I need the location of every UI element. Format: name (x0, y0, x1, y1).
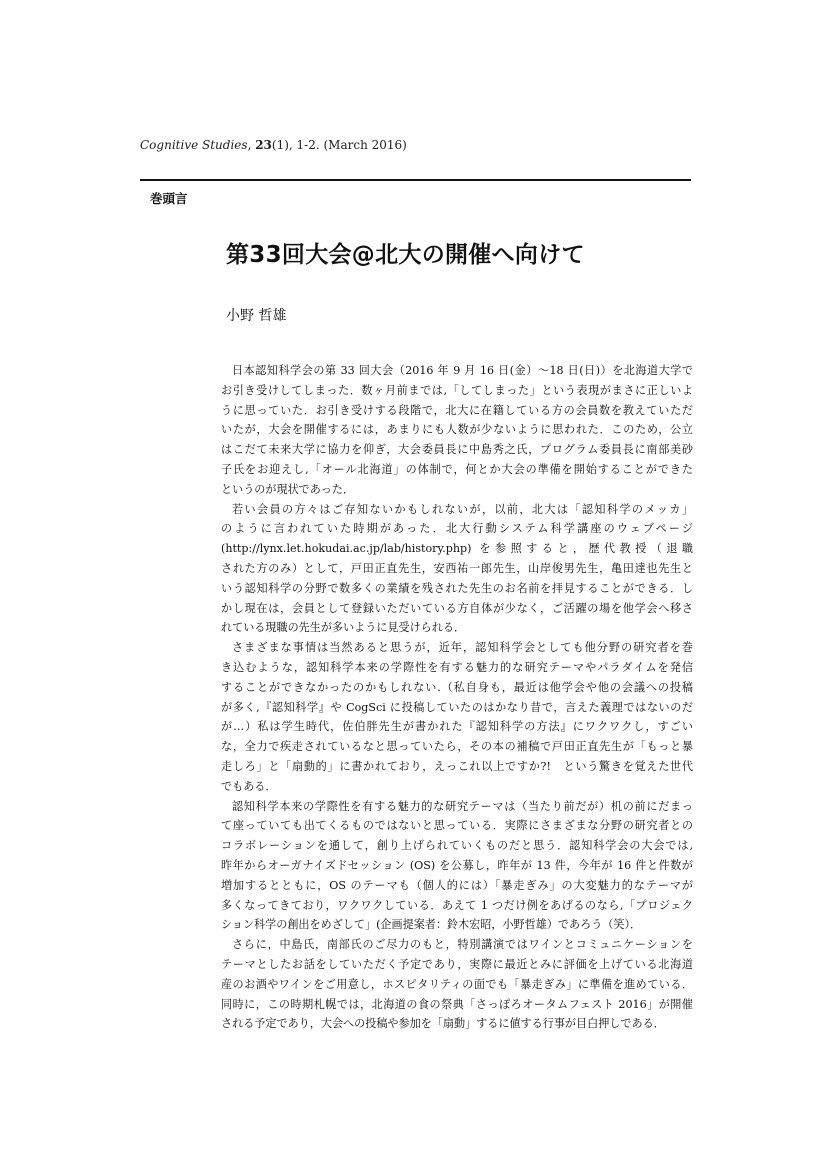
paragraph-line: さらに，中島氏，南部氏のご尽力のもと，特別講演ではワインとコミュニケーションを (232, 938, 693, 952)
paragraph-line: された方のみ）として，戸田正直先生，安西祐一郎先生，山岸俊男先生，亀田達也先生と (221, 561, 693, 575)
paragraph-line: いう認知科学の分野で数多くの業績を残された先生のお名前を拝見することができる．し (221, 581, 693, 595)
paragraph-line: 認知科学本来の学際性を有する魅力的な研究テーマは（当たり前だが）机の前にだまっ (232, 799, 693, 813)
paragraph-line: かし現在は，会員として登録いただいている方自体が少なく，ご活躍の場を他学会へ移さ (221, 601, 693, 615)
paragraph-line: 同時に，この時期札幌では，北海道の食の祭典「さっぽろオータムフェスト 2016」が開催 (221, 997, 693, 1011)
paragraph-line: な，全力で疾走されているなと思っていたら，その本の補稿で戸田正直先生が「もっと暴 (221, 740, 693, 754)
paragraph-line: 産のお酒やワインをご用意し，ホスピタリティの面でも「暴走ぎみ」に準備を進めている． (221, 977, 693, 991)
paragraph-line: のように言われていた時期があった．北大行動システム科学講座のウェブページ (221, 522, 693, 536)
article-author: 小野 哲雄 (226, 308, 287, 324)
paragraph-line: テーマとしたお話をしていただく予定であり，実際に最近とみに評価を上げている北海道 (221, 957, 693, 971)
paragraph-line: うに思っていた．お引き受けする段階で，北大に在籍している方の会員数を教えていただ (221, 403, 693, 417)
article-body (221, 361, 693, 1034)
paragraph-line: 日本認知科学会の第 33 回大会（2016 年 9 月 16 日(金）～18 日(日)）を北海道大学で (232, 364, 693, 377)
section-label: 巻頭言 (150, 191, 188, 206)
paragraph-line: はこだて未来大学に協力を仰ぎ，大会委員長に中島秀之氏，プログラム委員長に南部美砂 (221, 443, 693, 457)
paragraph-line: 走しろ」と「扇動的」に書かれており，えっこれ以上ですか?! という驚きを覚えた世代 (221, 759, 693, 773)
paragraph-line: することができなかったのかもしれない.（私自身も，最近は他学会や他の会議への投稿 (221, 680, 693, 694)
paragraph-line: が…）私は学生時代，佐伯胖先生が書かれた『認知科学の方法』にワクワクし，すごい (221, 720, 693, 734)
journal-name: Cognitive Studies (140, 138, 248, 152)
journal-volume: 23 (255, 138, 272, 152)
paragraph-line: 子氏をお迎えし,「オール北海道」の体制で，何とか大会の準備を開始することができた (221, 462, 693, 476)
article-title: 第33回大会@北大の開催へ向けて (226, 242, 585, 268)
journal-citation: Cognitive Studies, 23(1), 1-2. (March 2016) (140, 138, 407, 152)
paragraph-line: き込むような，認知科学本来の学際性を有する魅力的な研究テーマやパラダイムを発信 (221, 660, 693, 674)
paragraph-line: お引き受けしてしまった．数ヶ月前までは,「してしまった」という表現がまさに正しいよ (221, 383, 693, 397)
paragraph-line: でもある． (221, 779, 277, 793)
paragraph-line: される予定であり，大会への投稿や参加を「扇動」するに値する行事が目白押しである． (221, 1017, 665, 1031)
paragraph-line: (http://lynx.let.hokudai.ac.jp/lab/history.php) を参照すると，歴代教授（退職 (221, 542, 693, 556)
paragraph-line: というのが現状であった． (221, 482, 355, 496)
paragraph-line: さまざまな事情は当然あると思うが，近年，認知科学会としても他分野の研究者を巻 (232, 641, 693, 655)
paragraph-line: いたが，大会を開催するには，あまりにも人数が少ないように思われた．このため，公立 (221, 423, 693, 437)
paragraph-line: 若い会員の方々はご存知ないかもしれないが，以前，北大は「認知科学のメッカ」 (232, 502, 693, 516)
paragraph-line: ション科学の創出をめざして」(企画提案者：鈴木宏昭，小野哲雄）であろう（笑）． (221, 918, 642, 932)
paragraph-line: 増加するとともに，OS のテーマも（個人的には）「暴走ぎみ」の大変魅力的なテーマが (221, 878, 693, 892)
paragraph-line: て座っていても出てくるものではないと思っている．実際にさまざまな分野の研究者との (221, 819, 693, 833)
paragraph-line: 昨年からオーガナイズドセッション (OS) を公募し，昨年が 13 件，今年が 16 件と件数が (221, 858, 693, 872)
journal-issue-pages: (1), 1-2. (March 2016) (271, 138, 407, 152)
paragraph-line: コラボレーションを通して，創り上げられていくものだと思う．認知科学会の大会では, (221, 839, 693, 853)
paragraph-line: 多くなってきており，ワクワクしている．あえて 1 つだけ例をあげるのなら,「プロジェク (221, 898, 693, 912)
paragraph-line: れている現職の先生が多いように見受けられる． (221, 621, 466, 635)
paragraph-line: が多く,『認知科学』や CogSci に投稿していたのはかなり昔で，言えた義理ではないのだ (221, 700, 693, 714)
header-rule (140, 179, 691, 181)
